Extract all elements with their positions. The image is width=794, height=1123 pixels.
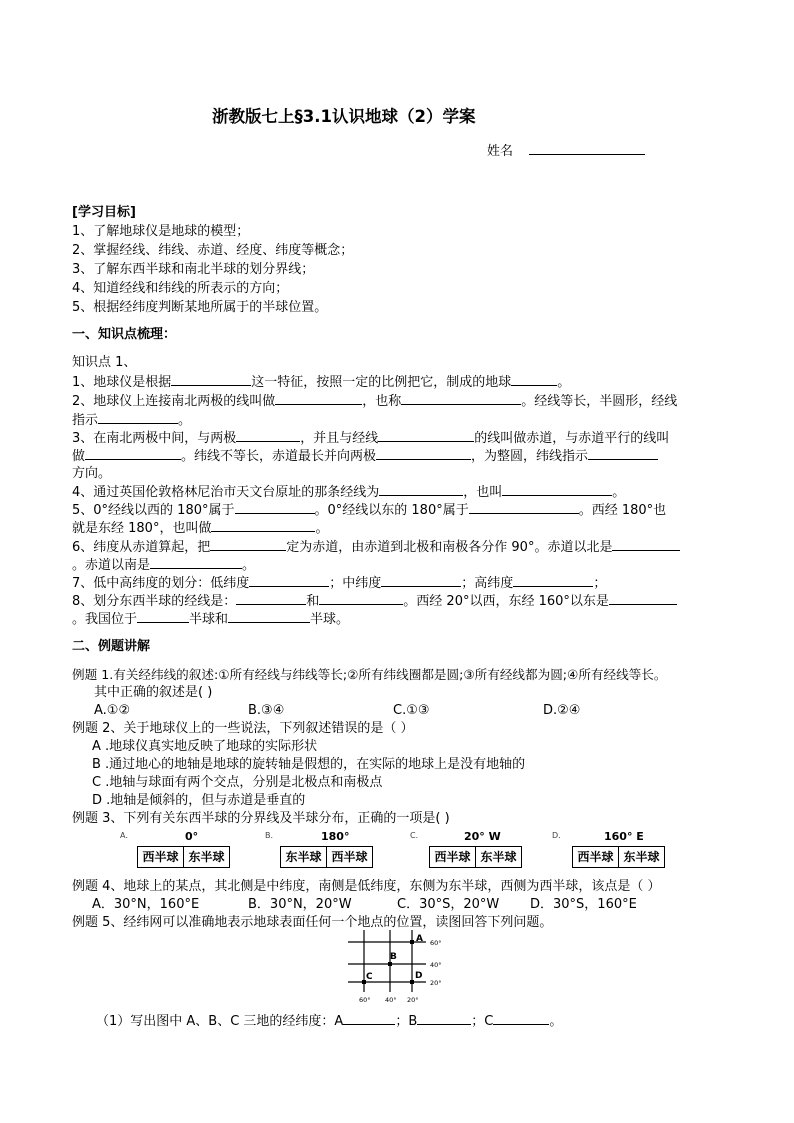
lon-label: 60° xyxy=(359,996,371,1004)
blank[interactable] xyxy=(343,1012,395,1025)
kp-line-5b: 就是东经 180°，也叫做 。 xyxy=(72,521,329,536)
lon-label: 40° xyxy=(385,996,397,1004)
point-a-marker xyxy=(410,940,414,944)
kp-line-3c: 方向。 xyxy=(72,466,112,481)
lat-label: 60° xyxy=(430,939,442,947)
blank[interactable] xyxy=(378,429,474,442)
blank[interactable] xyxy=(379,483,463,496)
kp-line-7: 7、低中高纬度的划分：低纬度 ；中纬度 ；高纬度 ； xyxy=(72,576,607,591)
point-c-label: C xyxy=(366,972,373,982)
blank[interactable] xyxy=(469,501,579,514)
hemisphere-figure-c: C． 20° W 西半球 东半球 xyxy=(410,830,540,872)
blank[interactable] xyxy=(401,392,521,405)
kp-label: 知识点 1、 xyxy=(72,355,137,370)
example-1: 例题 1.有关经纬线的叙述:①所有经线与纬线等长;②所有纬线圈都是圆;③所有经线都为圆;④所有经线等长。 xyxy=(72,667,667,682)
name-blank[interactable] xyxy=(529,142,645,155)
blank[interactable] xyxy=(85,447,181,460)
example-5: 例题 5、经纬网可以准确地表示地球表面任何一个地点的位置，读图回答下列问题。 xyxy=(72,915,553,930)
blank[interactable] xyxy=(235,501,315,514)
kp-line-4: 4、通过英国伦敦格林尼治市天文台原址的那条经线为 ，也叫 。 xyxy=(72,485,626,500)
blank[interactable] xyxy=(502,483,612,496)
example-2: 例题 2、关于地球仪上的一些说法，下列叙述错误的是（ ） xyxy=(72,721,414,736)
goals-header: [学习目标] xyxy=(72,205,136,220)
kp-line-6b: 。赤道以南是 。 xyxy=(72,558,256,573)
blank[interactable] xyxy=(609,592,677,605)
blank[interactable] xyxy=(275,392,362,405)
option-c: C.①③ xyxy=(393,703,430,718)
point-a-label: A xyxy=(416,934,423,944)
blank[interactable] xyxy=(417,1012,471,1025)
example-5-question-1: （1）写出图中 A、B、C 三地的经纬度：A ；B ；C 。 xyxy=(96,1014,563,1029)
name-label: 姓名 xyxy=(487,144,514,159)
blank[interactable] xyxy=(381,574,461,587)
blank[interactable] xyxy=(376,447,471,460)
kp-line-2: 2、地球仪上连接南北两极的线叫做 ，也称 。经线等长，半圆形，经线 xyxy=(72,394,678,409)
blank[interactable] xyxy=(150,556,242,569)
hemisphere-figure-a: A． 0° 西半球 东半球 xyxy=(120,830,250,872)
point-d-label: D xyxy=(415,971,423,981)
latlon-grid-figure xyxy=(346,928,456,1006)
blank[interactable] xyxy=(612,538,680,551)
name-line xyxy=(487,142,645,160)
option-b: B .通过地心的地轴是地球的旋转轴是假想的，在实际的地球上是没有地轴的 xyxy=(92,757,526,772)
option-d: D．30°S，160°E xyxy=(530,897,637,912)
kp-line-8b: 。我国位于 半球和 半球。 xyxy=(72,612,350,627)
option-b: B.③④ xyxy=(248,703,285,718)
kp-line-5: 5、0°经线以西的 180°属于 。0°经线以东的 180°属于 。西经 180°也 xyxy=(72,503,667,518)
kp-line-6: 6、纬度从赤道算起，把 定为赤道，由赤道到北极和南极各分作 90°。赤道以北是 xyxy=(72,538,680,556)
goal-item: 5、根据经纬度判断某地所属于的半球位置。 xyxy=(72,300,328,315)
blank[interactable] xyxy=(588,447,658,460)
point-b-marker xyxy=(388,962,392,966)
option-d: D .地轴是倾斜的，但与赤道是垂直的 xyxy=(92,793,306,808)
blank[interactable] xyxy=(513,574,593,587)
example-4: 例题 4、地球上的某点，其北侧是中纬度，南侧是低纬度，东侧为东半球，西侧为西半球，该点是（ ） xyxy=(72,879,661,894)
blank[interactable] xyxy=(98,411,178,424)
blank[interactable] xyxy=(210,538,286,551)
kp-line-3: 3、在南北两极中间，与两极 ，并且与经线 的线叫做赤道，与赤道平行的线叫 xyxy=(72,431,670,446)
blank[interactable] xyxy=(319,592,403,605)
goal-item: 4、知道经线和纬线的所表示的方向； xyxy=(72,281,289,296)
lat-label: 40° xyxy=(430,961,442,969)
option-a: A.①② xyxy=(94,703,131,718)
option-c: C .地轴与球面有两个交点，分别是北极点和南极点 xyxy=(92,775,383,790)
blank[interactable] xyxy=(171,373,251,386)
kp-line-1: 1、地球仪是根据 这一特征，按照一定的比例把它，制成的地球 。 xyxy=(72,375,571,390)
blank[interactable] xyxy=(228,610,310,623)
blank[interactable] xyxy=(249,574,329,587)
blank[interactable] xyxy=(137,610,189,623)
lon-label: 20° xyxy=(407,996,419,1004)
point-d-marker xyxy=(410,980,414,984)
option-a: A．30°N，160°E xyxy=(92,897,200,912)
kp-line-8: 8、划分东西半球的经线是： 和 。西经 20°以西，东经 160°以东是 xyxy=(72,592,677,610)
option-c: C．30°S，20°W xyxy=(397,897,500,912)
blank[interactable] xyxy=(493,1012,549,1025)
hemisphere-figure-b: B． 180° 东半球 西半球 xyxy=(265,830,395,872)
option-d: D.②④ xyxy=(543,703,581,718)
lat-label: 20° xyxy=(430,979,442,987)
example-1-question: 其中正确的叙述是( ) xyxy=(94,685,213,700)
kp-line-2b: 指示 。 xyxy=(72,413,192,428)
goal-item: 1、了解地球仪是地球的模型； xyxy=(72,224,250,239)
blank[interactable] xyxy=(511,373,557,386)
page-title: 浙教版七上§3.1认识地球（2）学案 xyxy=(212,107,476,126)
section1-header: 一、知识点梳理： xyxy=(72,327,177,342)
hemisphere-figure-d: D． 160° E 西半球 东半球 xyxy=(552,830,682,872)
blank[interactable] xyxy=(211,519,315,532)
point-b-label: B xyxy=(390,952,397,962)
option-a: A .地球仪真实地反映了地球的实际形状 xyxy=(92,739,318,754)
goal-item: 3、了解东西半球和南北半球的划分界线； xyxy=(72,262,315,277)
example-3: 例题 3、下列有关东西半球的分界线及半球分布，正确的一项是( ) xyxy=(72,811,450,826)
blank[interactable] xyxy=(236,429,300,442)
section2-header: 二、例题讲解 xyxy=(72,639,151,654)
option-b: B．30°N，20°W xyxy=(248,897,352,912)
goal-item: 2、掌握经线、纬线、赤道、经度、纬度等概念； xyxy=(72,243,354,258)
kp-line-3b: 做 。纬线不等长，赤道最长并向两极 ，为整圆，纬线指示 xyxy=(72,447,658,465)
blank[interactable] xyxy=(236,592,306,605)
